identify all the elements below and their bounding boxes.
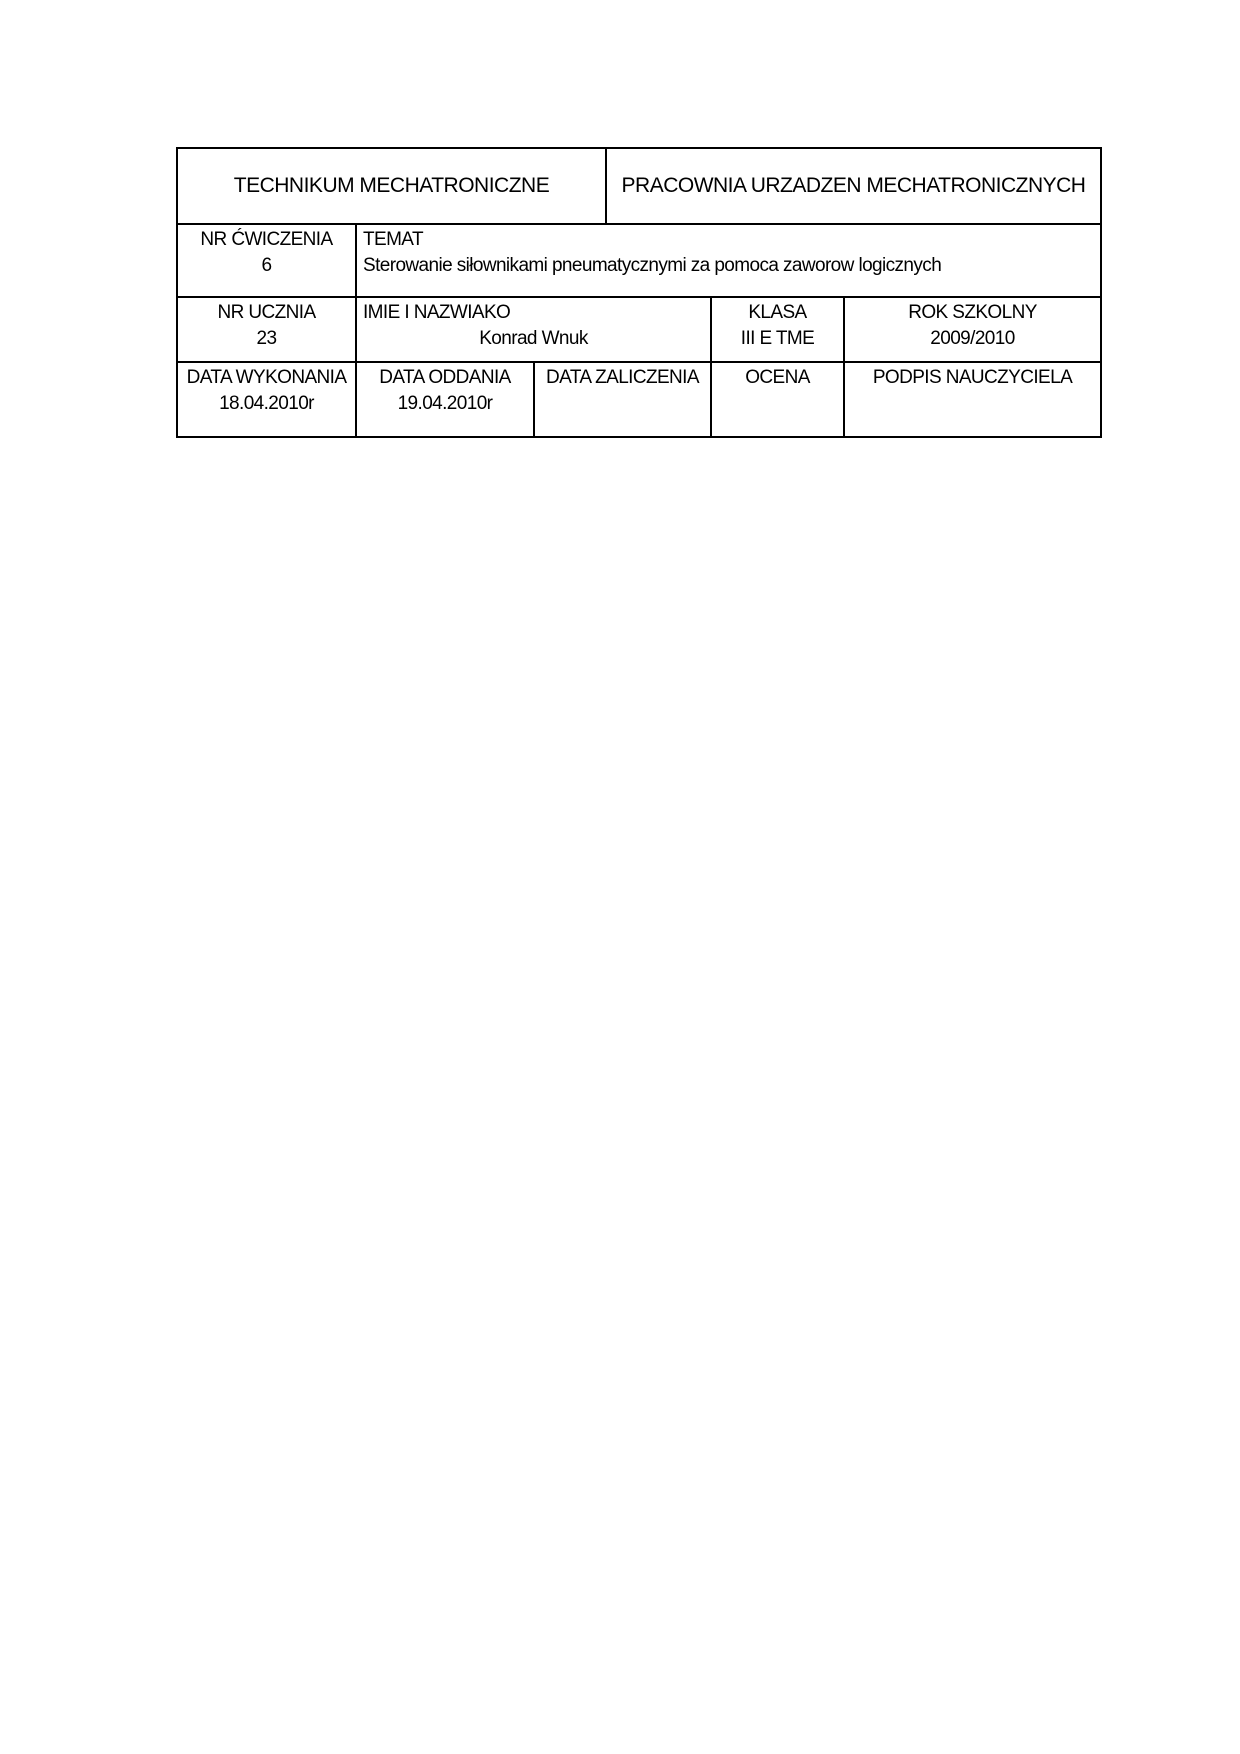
date-submitted-cell (355, 363, 533, 436)
topic-cell (355, 225, 1100, 298)
date-done-value: 18.04.2010r (219, 393, 314, 414)
exercise-row (178, 223, 1100, 298)
lab-cell (605, 149, 1100, 223)
date-submitted-label: DATA ODDANIA (379, 367, 511, 388)
school-year-label: ROK SZKOLNY (908, 302, 1037, 323)
student-name-cell (355, 298, 710, 363)
date-submitted-value: 19.04.2010r (397, 393, 493, 414)
student-name-value: Konrad Wnuk (479, 328, 588, 349)
class-cell (710, 298, 843, 363)
school-name: TECHNIKUM MECHATRONICZNE (233, 174, 550, 197)
student-row (178, 296, 1100, 363)
lab-name: PRACOWNIA URZADZEN MECHATRONICZNYCH (621, 174, 1086, 197)
school-cell (178, 149, 605, 223)
exercise-nr-value: 6 (261, 255, 272, 276)
report-header-table (176, 147, 1102, 438)
topic-label: TEMAT (363, 229, 423, 250)
date-done-cell (178, 363, 355, 436)
dates-row (178, 361, 1100, 436)
teacher-signature-cell (843, 363, 1100, 436)
header-row (178, 149, 1100, 223)
grade-label: OCENA (745, 367, 810, 388)
date-passed-label: DATA ZALICZENIA (546, 367, 699, 388)
class-label: KLASA (748, 302, 807, 323)
exercise-nr-label: NR ĆWICZENIA (200, 229, 333, 250)
date-done-label: DATA WYKONANIA (186, 367, 347, 388)
student-nr-label: NR UCZNIA (217, 302, 316, 323)
student-nr-value: 23 (256, 328, 277, 349)
topic-value: Sterowanie siłownikami pneumatycznymi za pomoca zaworow logicznych (363, 255, 942, 276)
school-year-value: 2009/2010 (930, 328, 1015, 349)
grade-cell (710, 363, 843, 436)
exercise-nr-cell (178, 225, 355, 298)
class-value: III E TME (740, 328, 815, 349)
date-passed-cell (533, 363, 710, 436)
school-year-cell (843, 298, 1100, 363)
teacher-signature-label: PODPIS NAUCZYCIELA (872, 367, 1073, 388)
student-nr-cell (178, 298, 355, 363)
student-name-label: IMIE I NAZWIAKO (363, 302, 511, 323)
